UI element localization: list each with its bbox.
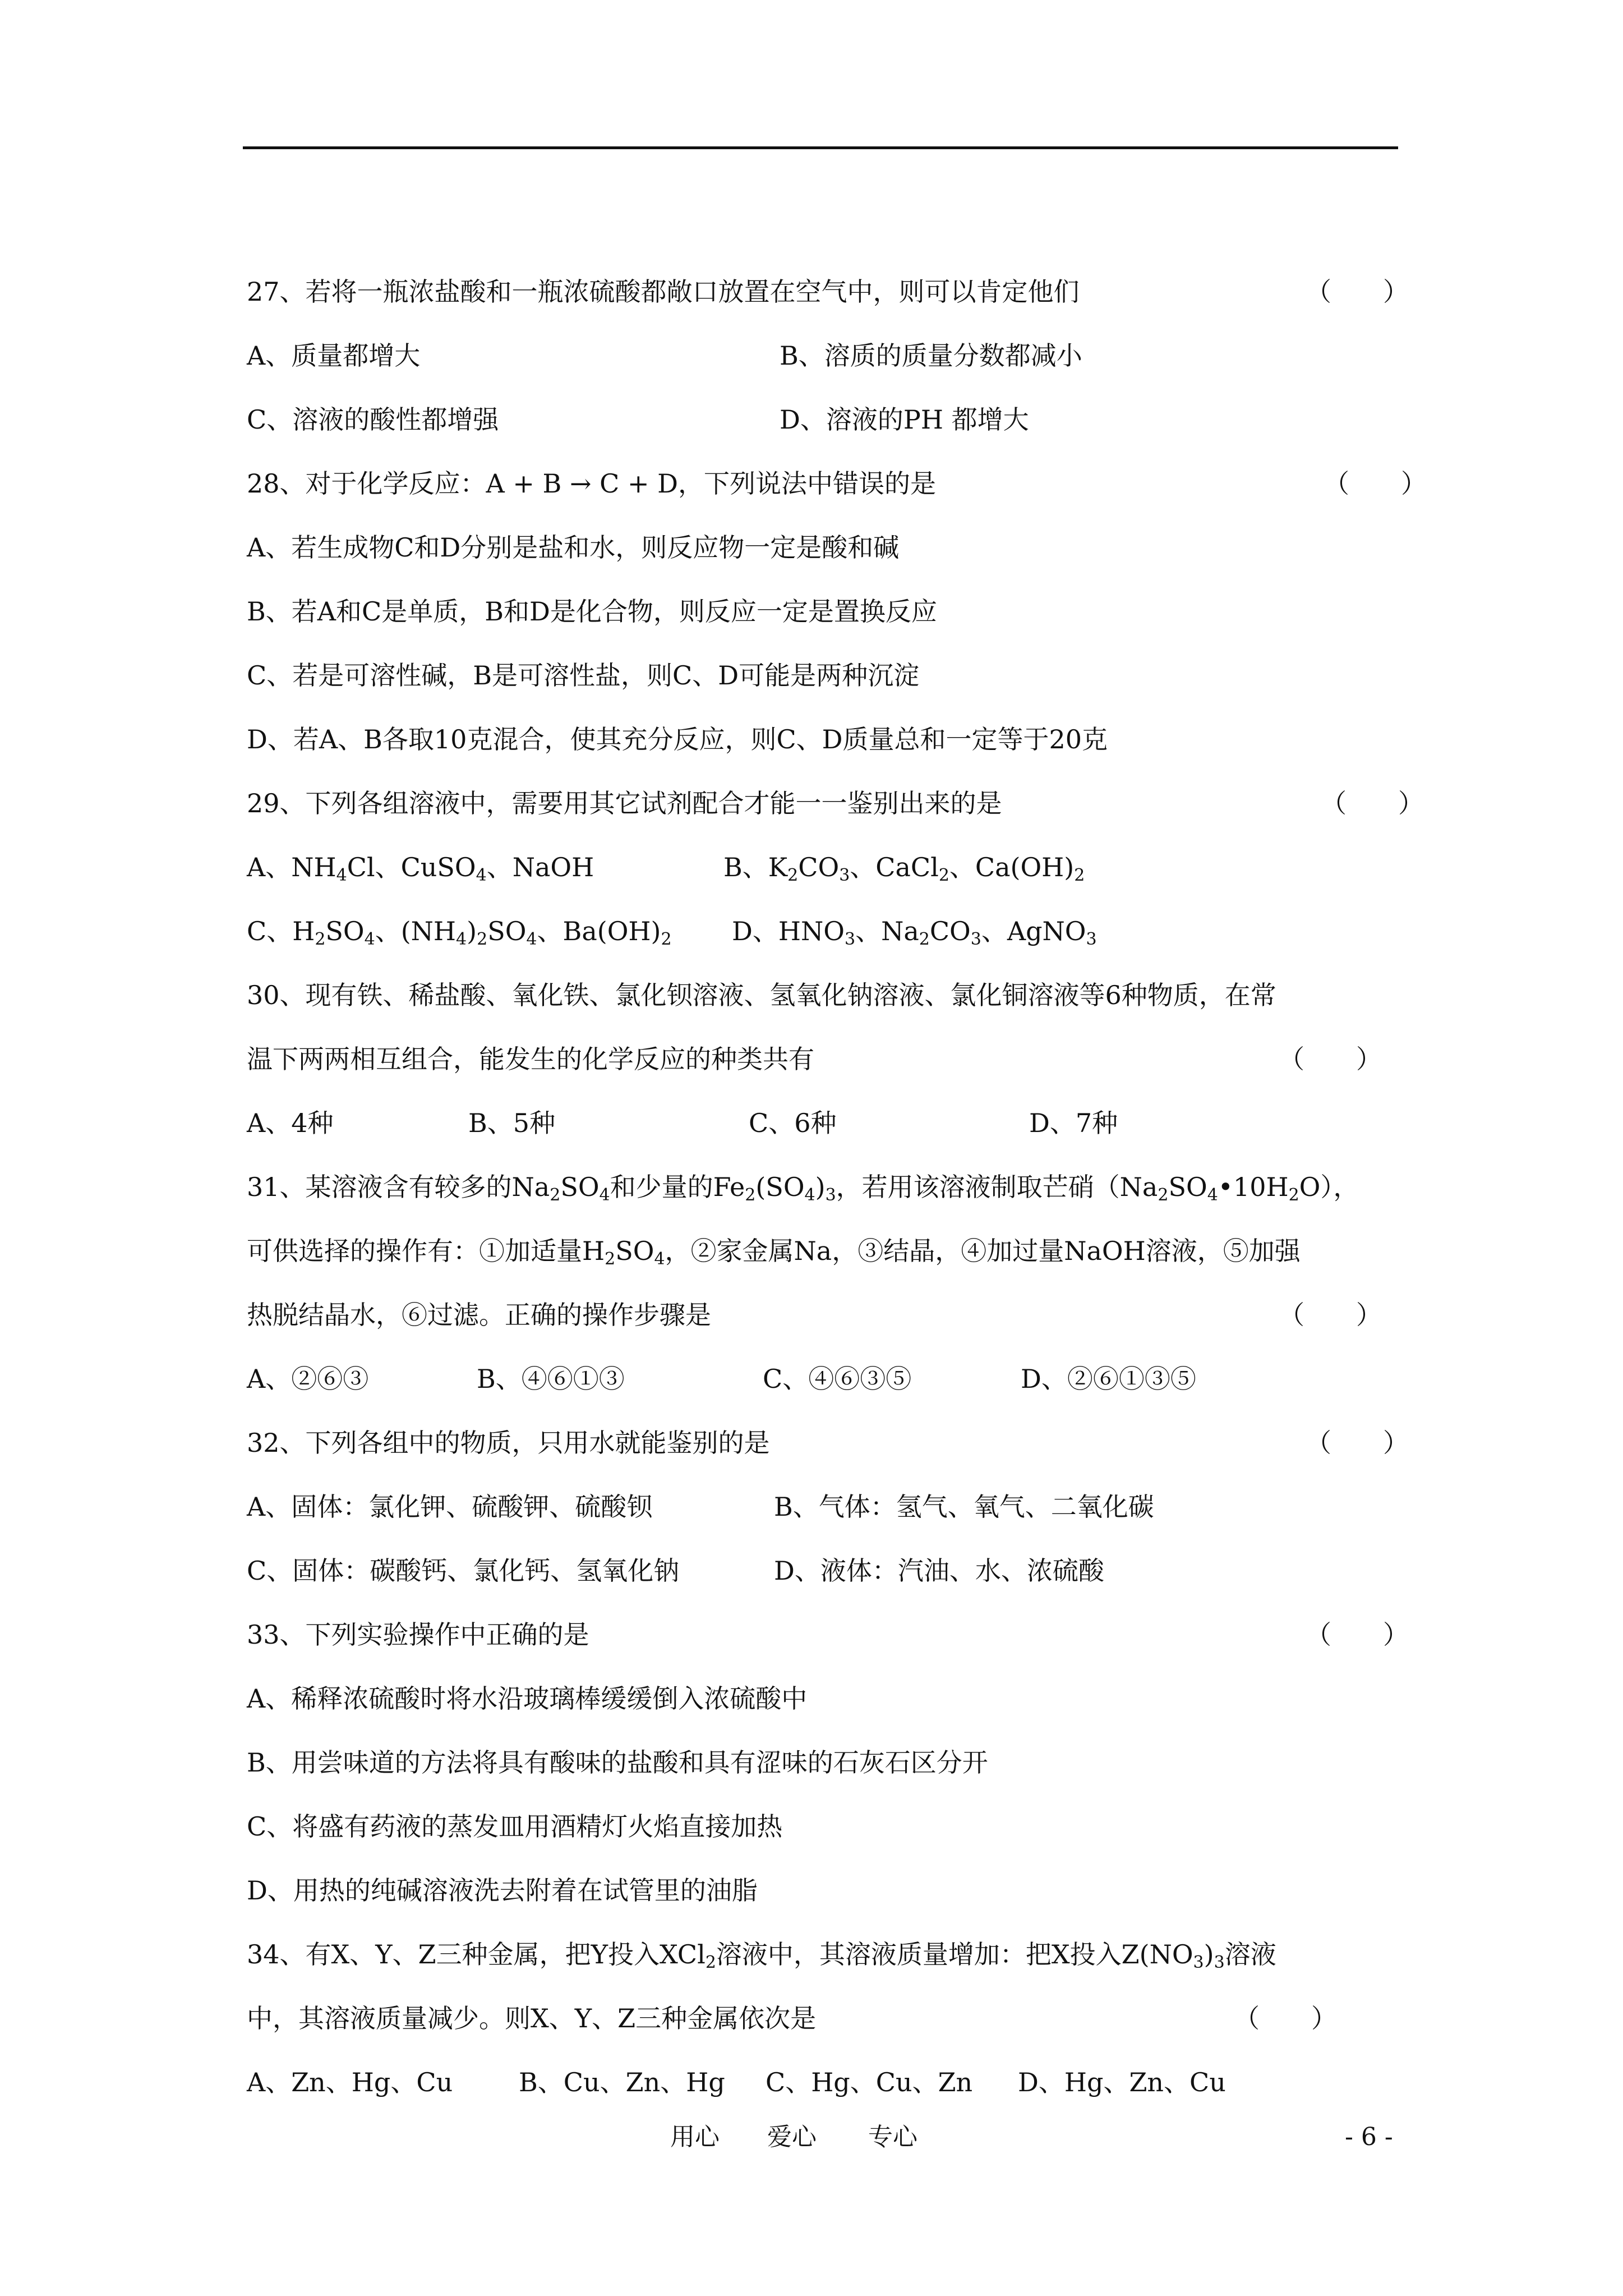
- option-29-a: A、$NH_4Cl$、CuSO$_4$、NaOH: [247, 852, 594, 885]
- option-28-b: B、若A和C是单质，B和D是化合物，则反应一定是置换反应: [247, 596, 937, 627]
- question-31-stem-line-2: 可供选择的操作有：①加适量$H_2SO_4$，②家金属Na，③结晶，④加过量NaOH溶液，⑤加强: [247, 1236, 1301, 1269]
- question-30-stem-line-2: 温下两两相互组合，能发生的化学反应的种类共有: [247, 1044, 814, 1074]
- question-30-stem-line-1: 30、现有铁、稀盐酸、氧化铁、氯化钡溶液、氢氧化钠溶液、氯化铜溶液等6种物质，在常: [247, 980, 1276, 1010]
- option-33-a: A、稀释浓硫酸时将水沿玻璃棒缓缓倒入浓硫酸中: [247, 1683, 808, 1714]
- page-number: - 6 -: [1345, 2123, 1393, 2151]
- footer-motto-1: 用心: [670, 2123, 720, 2151]
- option-34-c: C、Hg、Cu、Zn: [766, 2067, 973, 2097]
- question-31-stem-line-1: 31、某溶液含有较多的$Na_2SO_4$和少量的$Fe_2(SO_4)_3$，若用该溶液制取芒硝$(Na_2SO_4•10H_2O)$，: [247, 1172, 1359, 1205]
- answer-blank-30[interactable]: （ ）: [1279, 1044, 1382, 1074]
- option-30-d: D、7种: [1029, 1108, 1118, 1138]
- header-rule: [243, 146, 1398, 149]
- option-28-c: C、若是可溶性碱，B是可溶性盐，则C、D可能是两种沉淀: [247, 660, 920, 691]
- answer-blank-31[interactable]: （ ）: [1279, 1300, 1382, 1330]
- option-31-b: B、④⑥①③: [477, 1364, 625, 1394]
- option-30-c: C、6种: [749, 1108, 837, 1138]
- answer-blank-33[interactable]: （ ）: [1306, 1619, 1409, 1650]
- answer-blank-29[interactable]: （ ）: [1321, 788, 1424, 818]
- question-29-stem: 29、下列各组溶液中，需要用其它试剂配合才能一一鉴别出来的是: [247, 788, 1002, 818]
- option-29-b: B、$K_2CO_3$、CaCl$_2$、$Ca(OH)_2$: [723, 852, 1085, 885]
- option-32-a: A、固体：氯化钾、硫酸钾、硫酸钡: [247, 1492, 653, 1522]
- question-34-stem-line-2: 中，其溶液质量减少。则X、Y、Z三种金属依次是: [247, 2003, 817, 2033]
- option-34-b: B、Cu、Zn、Hg: [519, 2067, 725, 2097]
- option-28-d: D、若A、B各取10克混合，使其充分反应，则C、D质量总和一定等于20克: [247, 724, 1108, 754]
- option-29-c: C、$H_2SO_4$、$(NH_4)_2SO_4$、$Ba(OH)_2$: [247, 916, 672, 949]
- option-29-d: D、$HNO_3$、$Na_2CO_3$、AgNO$_3$: [732, 916, 1097, 949]
- option-27-d: D、溶液的PH 都增大: [780, 404, 1029, 435]
- option-33-d: D、用热的纯碱溶液洗去附着在试管里的油脂: [247, 1875, 758, 1906]
- option-27-b: B、溶质的质量分数都减小: [780, 341, 1082, 371]
- option-31-a: A、②⑥③: [247, 1364, 369, 1394]
- answer-blank-32[interactable]: （ ）: [1306, 1428, 1409, 1458]
- answer-blank-27[interactable]: （ ）: [1306, 277, 1409, 307]
- option-33-b: B、用尝味道的方法将具有酸味的盐酸和具有涩味的石灰石区分开: [247, 1747, 988, 1778]
- answer-blank-34[interactable]: （ ）: [1234, 2003, 1337, 2033]
- question-34-stem-line-1: 34、有X、Y、Z三种金属，把Y投入XCl$_2$溶液中，其溶液质量增加：把X投入$Z(NO_3)_3$溶液: [247, 1939, 1276, 1972]
- option-32-b: B、气体：氢气、氧气、二氧化碳: [774, 1492, 1154, 1522]
- option-27-c: C、溶液的酸性都增强: [247, 404, 499, 435]
- option-32-d: D、液体：汽油、水、浓硫酸: [774, 1556, 1104, 1586]
- option-33-c: C、将盛有药液的蒸发皿用酒精灯火焰直接加热: [247, 1811, 783, 1842]
- question-27-stem: 27、若将一瓶浓盐酸和一瓶浓硫酸都敞口放置在空气中，则可以肯定他们: [247, 277, 1080, 307]
- option-34-a: A、Zn、Hg、Cu: [247, 2067, 453, 2097]
- option-30-a: A、4种: [247, 1108, 334, 1138]
- question-32-stem: 32、下列各组中的物质，只用水就能鉴别的是: [247, 1428, 770, 1458]
- option-31-c: C、④⑥③⑤: [763, 1364, 912, 1394]
- question-31-stem-line-3: 热脱结晶水，⑥过滤。正确的操作步骤是: [247, 1300, 711, 1330]
- option-30-b: B、5种: [468, 1108, 556, 1138]
- answer-blank-28[interactable]: （ ）: [1324, 468, 1427, 499]
- footer-motto-3: 专心: [868, 2123, 917, 2151]
- option-28-a: A、若生成物C和D分别是盐和水，则反应物一定是酸和碱: [247, 532, 900, 563]
- question-28-stem: 28、对于化学反应：A + B → C + D，下列说法中错误的是: [247, 468, 936, 499]
- option-31-d: D、②⑥①③⑤: [1021, 1364, 1196, 1394]
- question-33-stem: 33、下列实验操作中正确的是: [247, 1619, 589, 1650]
- option-27-a: A、质量都增大: [247, 341, 421, 371]
- option-32-c: C、固体：碳酸钙、氯化钙、氢氧化钠: [247, 1556, 680, 1586]
- footer-motto-2: 爱心: [767, 2123, 817, 2151]
- option-34-d: D、Hg、Zn、Cu: [1018, 2067, 1226, 2097]
